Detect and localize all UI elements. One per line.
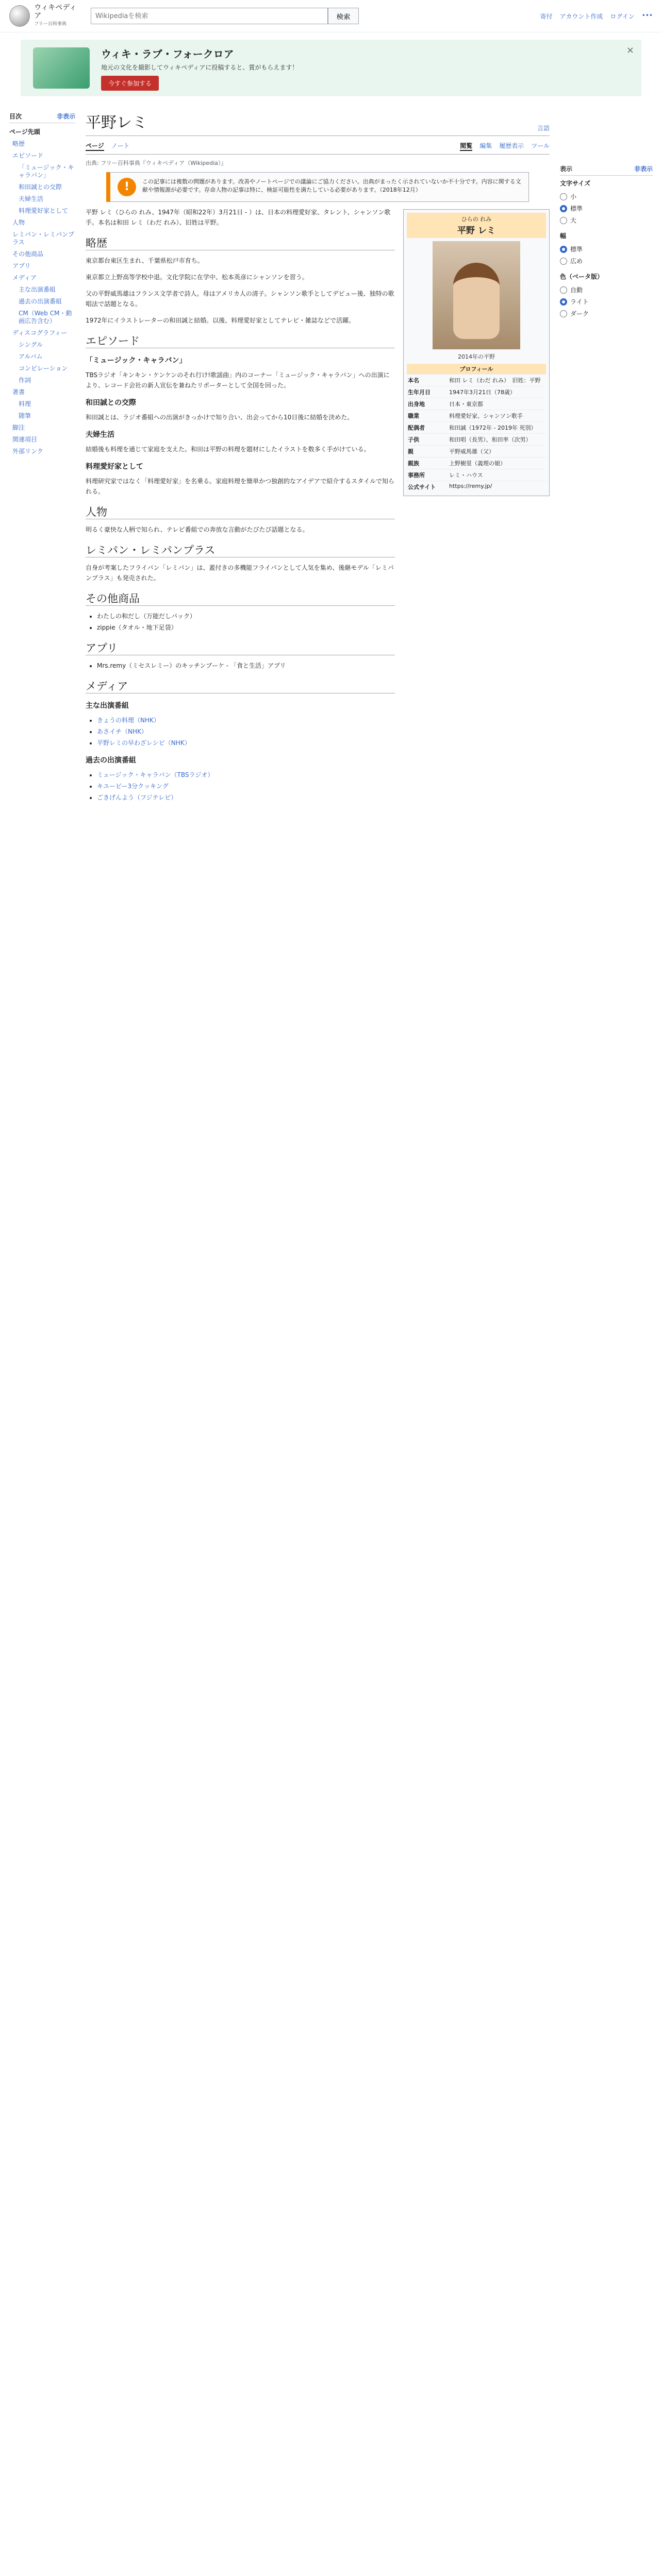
toc-item[interactable]: ページ先頭 [9,128,40,135]
section-heading: その他商品 [86,594,395,606]
bio-paragraph: 1972年にイラストレーターの和田誠と結婚。以後、料理愛好家としてテレビ・雑誌などで活躍。 [86,317,355,324]
section-heading: エピソード [86,336,395,348]
appearance-heading: 表示 非表示 [560,164,653,176]
text-size-option[interactable] [560,191,653,202]
subsection-heading: 和田誠との交際 [86,399,136,407]
toc-item[interactable]: 作詞 [19,377,31,384]
create-account-link[interactable]: アカウント作成 [559,12,603,20]
page-tabs [86,138,550,155]
banner-join-button[interactable]: 今すぐ参加する [101,76,159,91]
infobox-key: 事務所 [408,472,425,479]
toc-item[interactable]: 主な出演番組 [19,286,56,293]
subsection-heading: 「ミュージック・キャラバン」 [86,357,187,365]
infobox-value: 和田 レミ（わだ れみ） 旧姓：平野 [449,377,541,384]
infobox-value: 上野樹里（義理の娘） [449,460,506,467]
infobox-value: 和田誠（1972年 - 2019年 死別） [449,425,537,431]
toc-sidebar [9,96,75,809]
infobox-key: 出身地 [408,401,425,408]
site-header [0,0,662,32]
toc-item[interactable]: 夫婦生活 [19,195,44,202]
toc-item[interactable]: コンピレーション [19,365,68,372]
radio-icon[interactable] [560,205,567,212]
toc-heading: 目次 非表示 [9,112,75,123]
toc-item[interactable]: その他商品 [12,250,44,258]
infobox-value: https://remy.jp/ [449,483,492,489]
donate-link[interactable]: 寄付 [540,12,553,20]
paragraph: TBSラジオ「キンキン・ケンケンのそれ行け!歌謡曲」内のコーナー「ミュージック・キャラバン」への出演により、レコード会社の新人宣伝を兼ねたリポーターとして全国を回った。 [86,371,390,389]
infobox-value: 和田唱（長男）、和田率（次男） [449,436,532,443]
width-option[interactable] [560,255,653,267]
portrait-face [453,263,500,339]
color-option[interactable] [560,284,653,296]
app-list [86,660,395,671]
search-button[interactable]: 検索 [328,8,359,24]
infobox-row [407,469,546,481]
banner-subtitle: 地元の文化を撮影してウィキペディアに投稿すると、賞がもらえます！ [101,63,299,71]
list-item[interactable]: • 平野レミの早わざレシピ（NHK） [97,738,395,748]
radio-icon[interactable] [560,310,567,317]
maintenance-notice [106,172,529,202]
logo-title: ウィキペディア [34,4,77,20]
infobox-name: 平野 レミ [457,226,495,236]
banner-image [33,47,90,89]
infobox-value: 平野威馬雄（父） [449,448,494,455]
list-item[interactable]: • キユーピー3分クッキング [97,781,395,791]
toc-item[interactable]: メディア [12,274,37,281]
infobox-row [407,445,546,457]
infobox-key: 子供 [408,436,419,443]
text-size-label: 文字サイズ [560,180,591,187]
color-option[interactable] [560,296,653,308]
text-size-option[interactable] [560,202,653,214]
paragraph: 結婚後も料理を通じて家庭を支えた。和田は平野の料理を題材にしたイラストを数多く手がけている。 [86,446,370,453]
subsection-heading: 主な出演番組 [86,702,129,710]
text-size-option-label: 大 [570,217,577,224]
bio-paragraph: 東京都立上野高等学校中退。文化学院に在学中、松本英彦にシャンソンを習う。 [86,274,308,281]
color-option-label: 自動 [570,286,583,294]
infobox-key: 生年月日 [408,389,431,396]
radio-icon[interactable] [560,193,567,200]
list-item[interactable]: • ごきげんよう（フジテレビ） [97,792,395,803]
infobox-header [407,213,546,238]
section-heading: レミパン・レミパンプラス [86,545,395,557]
article-body [86,207,395,809]
toc-item[interactable]: 外部リンク [12,448,43,455]
warning-icon: ! [118,178,136,196]
infobox-row [407,374,546,386]
list-item[interactable]: • あさイチ（NHK） [97,726,395,737]
toc-item[interactable]: エピソード [12,152,44,159]
close-icon[interactable]: × [626,45,634,56]
toc-item[interactable]: 随筆 [19,412,31,419]
infobox-row [407,398,546,410]
paragraph: 自身が考案したフライパン「レミパン」は、蓋付きの多機能フライパンとして人気を集め、後継モデル「レミパンプラス」も発売された。 [86,564,394,582]
list-item[interactable]: • ミュージック・キャラバン（TBSラジオ） [97,770,395,780]
radio-icon[interactable] [560,258,567,265]
header-links [540,12,653,21]
product-list [86,611,395,633]
list-item[interactable]: • きょうの料理（NHK） [97,715,395,725]
infobox-value: 1947年3月21日（78歳） [449,389,516,396]
tab-edit[interactable]: 編集 [479,142,492,149]
section-heading: メディア [86,681,395,693]
login-link[interactable]: ログイン [610,12,635,20]
tab-talk[interactable]: ノート [111,142,130,149]
infobox-key: 公式サイト [408,484,436,490]
text-size-option-label: 標準 [570,205,583,212]
list-item: • わたしの和だし（万能だしパック） [97,611,395,621]
infobox-kana: ひらの れみ [461,216,492,223]
infobox-key: 本名 [408,377,419,384]
toc-item[interactable]: 料理 [19,400,31,408]
globe-icon [9,5,30,27]
appearance-panel [560,96,653,809]
page-title: 平野レミ 言語 [86,110,550,136]
color-option-label: ダーク [570,310,589,317]
image-caption: 2014年の平野 [458,353,495,360]
portrait-image[interactable] [433,241,520,349]
tab-page[interactable]: ページ [86,141,104,151]
search-bar [91,8,359,24]
infobox-row [407,386,546,398]
appearance-hide-button[interactable]: 非表示 [634,165,653,173]
radio-icon[interactable] [560,286,567,294]
infobox-row [407,457,546,469]
toc-item[interactable]: 関連項目 [12,436,38,443]
toc-item[interactable]: 過去の出演番組 [19,298,62,305]
infobox [403,209,550,496]
toc-hide-button[interactable]: 非表示 [56,113,75,120]
width-label: 幅 [560,232,567,240]
radio-icon[interactable] [560,298,567,306]
paragraph: 明るく豪快な人柄で知られ、テレビ番組での奔放な言動がたびたび話題となる。 [86,526,309,533]
infobox-value: 料理愛好家、シャンソン歌手 [449,413,523,419]
infobox-key: 配偶者 [408,425,425,431]
radio-icon[interactable] [560,217,567,224]
width-option-label: 標準 [570,246,583,253]
list-item: • zippie（タオル・地下足袋） [97,622,395,633]
list-item: • Mrs.remy（ミセスレミー）のキッチンブーケ - 「食と生活」アプリ [97,660,395,671]
subsection-heading: 夫婦生活 [86,431,114,439]
radio-icon[interactable] [560,246,567,253]
banner-title: ウィキ・ラブ・フォークロア [101,47,234,60]
bio-paragraph: 東京都台東区生まれ、千葉県松戸市育ち。 [86,257,204,264]
toc-item[interactable]: シングル [19,341,43,348]
toc-item[interactable]: 略歴 [12,140,25,147]
toc-item[interactable]: ディスコグラフィー [12,329,68,336]
campaign-banner [21,40,641,96]
infobox-value: レミ・ハウス [449,472,483,479]
bio-paragraph: 父の平野威馬雄はフランス文学者で詩人。母はアメリカ人の清子。シャンソン歌手としてデビュー後、独特の歌唱法で話題となる。 [86,290,394,308]
search-input[interactable] [91,8,328,24]
toc-item[interactable]: CM（Web CM・動画広告含む） [19,310,72,325]
toc-item[interactable]: 和田誠との交際 [19,183,62,191]
language-button[interactable]: 言語 [537,125,550,132]
paragraph: 和田誠とは、ラジオ番組への出演がきっかけで知り合い、出会ってから10日後に結婚を決めた。 [86,414,354,421]
toc-item[interactable]: 脚注 [12,424,25,431]
infobox-key: 親 [408,448,413,455]
logo-subtitle: フリー百科事典 [34,22,67,27]
toc-item[interactable]: アルバム [19,353,43,360]
infobox-row [407,433,546,445]
infobox-row [407,410,546,421]
source-line: 出典: フリー百科事典『ウィキペディア（Wikipedia）』 [86,160,227,166]
infobox-key: 職業 [408,413,419,419]
toc-item[interactable]: レミパン・レミパンプラス [12,231,75,246]
section-heading: 略歴 [86,238,395,250]
notice-text: この記事には複数の問題があります。改善やノートページでの議論にご協力ください。出典がまったく示されていないか不十分です。内容に関する文献や情報源が必要です。存命人物の記事は特に、検証可能性を満たしている必要があります。（2018年12月） [142,178,521,193]
toc-item[interactable]: 「ミュージック・キャラバン」 [19,164,74,179]
infobox-row [407,481,546,493]
tab-tools[interactable]: ツール [531,142,550,149]
past-media-list [86,770,395,803]
infobox-row [407,421,546,433]
subsection-heading: 料理愛好家として [86,463,143,471]
section-heading: 人物 [86,507,395,519]
toc-item[interactable]: 著書 [12,388,25,396]
toc-item[interactable]: アプリ [12,262,31,269]
media-list [86,715,395,748]
main-content [75,96,560,809]
infobox-key: 親族 [408,460,419,467]
subsection-heading: 過去の出演番組 [86,756,136,765]
color-option-label: ライト [570,298,589,306]
infobox-value: 日本・東京都 [449,401,483,408]
section-heading: アプリ [86,643,395,655]
color-label: 色（ベータ版） [560,273,604,280]
text-size-option[interactable] [560,214,653,226]
tab-read[interactable]: 閲覧 [460,141,472,151]
infobox-section: プロフィール [407,364,546,374]
toc-item[interactable]: 料理愛好家として [19,207,69,214]
paragraph: 料理研究家ではなく「料理愛好家」を名乗る。家庭料理を簡単かつ独創的なアイデアで紹介するスタイルで知られる。 [86,478,395,495]
width-option-label: 広め [570,258,583,265]
text-size-option-label: 小 [570,193,577,200]
color-option[interactable] [560,308,653,319]
width-option[interactable] [560,243,653,255]
intro-paragraph: 平野 レミ（ひらの れみ、1947年（昭和22年）3月21日 - ）は、日本の料理愛好家、タレント、シャンソン歌手。本名は和田 レミ（わだ れみ）、旧姓は平野。 [86,209,391,226]
toc-item[interactable]: 人物 [12,219,25,226]
more-menu-button[interactable]: ••• [641,11,653,19]
wikipedia-logo[interactable] [9,4,81,28]
tab-history[interactable]: 履歴表示 [499,142,524,149]
